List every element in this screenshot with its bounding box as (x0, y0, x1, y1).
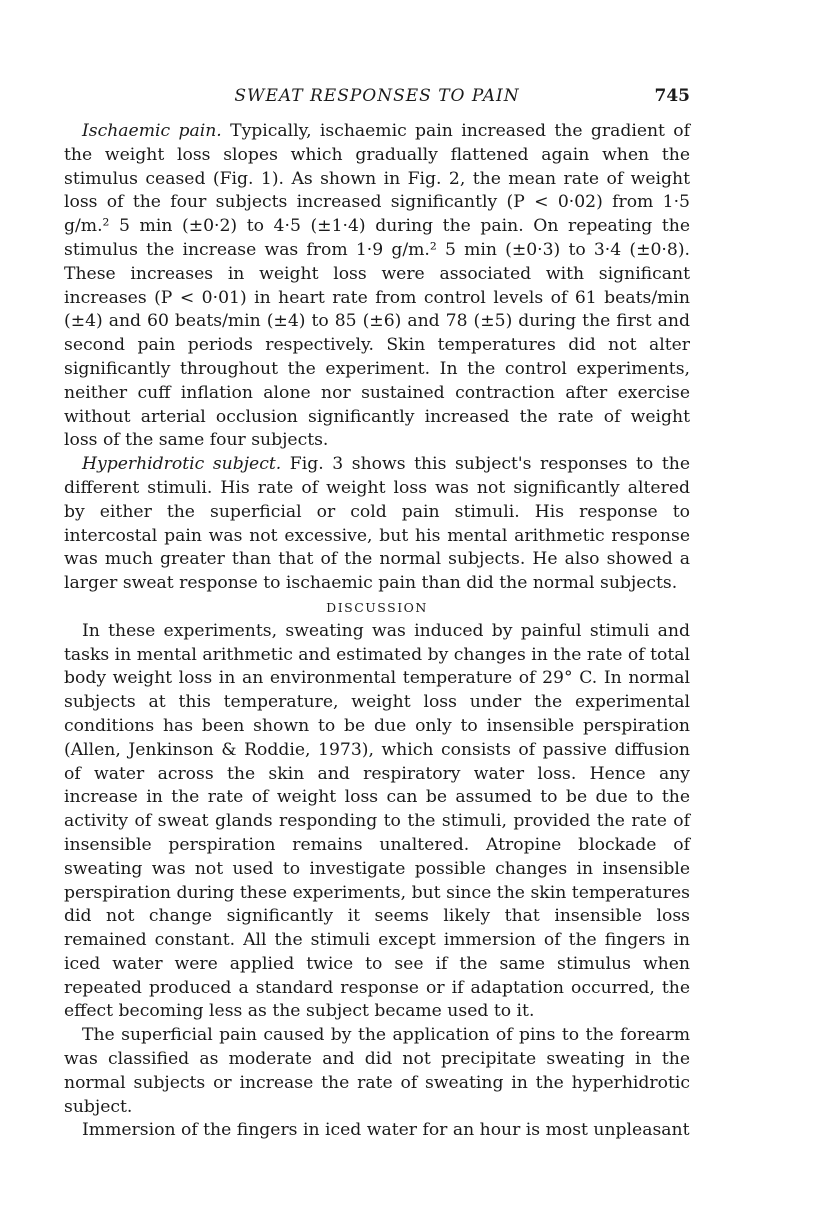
section-heading-discussion: DISCUSSION (326, 599, 428, 615)
page-number: 745 (654, 86, 690, 106)
run-in-heading-ischaemic: Ischaemic pain. (82, 121, 222, 141)
paragraph-hyperhidrotic (64, 453, 690, 596)
running-head (64, 86, 690, 114)
article-body (64, 120, 690, 1143)
paragraph-discussion-3: Immersion of the fingers in iced water for an hour is most unpleasant (82, 1120, 690, 1141)
paragraph-discussion-2: The superficial pain caused by the application of pins to the forearm was classified as moderate and did not precipitate sweating in the normal subjects or increase the rate of sweating in the hyperhidrotic subject. (64, 1025, 690, 1117)
run-in-heading-hyperhidrotic: Hyperhidrotic subject. (82, 454, 282, 475)
running-title: SWEAT RESPONSES TO PAIN (234, 86, 520, 106)
paragraph-ischaemic-pain (64, 120, 690, 453)
paragraph-text: Fig. 3 shows this subject's responses to the different stimuli. His rate of weight loss was not significantly altered by either the superficial or cold pain stimuli. His response to intercostal pain was not excessive, but his mental arithmetic response was much greater than that of the normal subjects. He also showed a larger sweat response to ischaemic pain than did the normal subjects. (64, 454, 690, 594)
paragraph-text: Typically, ischaemic pain increased the gradient of the weight loss slopes which gradually flattened again when the stimulus ceased (Fig. 1). As shown in Fig. 2, the mean rate of weight loss of the four subjects increased significantly (P < 0·02) from 1·5 g/m.² 5 min (±0·2) to 4·5 (±1·4) during the pain. On repeating the stimulus the increase was from 1·9 g/m.² 5 min (±0·3) to 3·4 (±0·8). These increases in weight loss were associated with significant increases (P < 0·01) in heart rate from control levels of 61 beats/min (±4) and 60 beats/min (±4) to 85 (±6) and 78 (±5) during the first and second pain periods respectively. Skin temperatures did not alter significantly throughout the experiment. In the control experiments, neither cuff inflation alone nor sustained contraction after exercise without arterial occlusion significantly increased the rate of weight loss of the same four subjects. (64, 121, 691, 451)
paragraph-discussion-1: In these experiments, sweating was induced by painful stimuli and tasks in mental arithmetic and estimated by changes in the rate of total body weight loss in an environmental temperature of 29° C. In normal subjects at this temperature, weight loss under the experimental conditions has been shown to be due only to insensible perspiration (Allen, Jenkinson & Roddie, 1973), which consists of passive diffusion of water across the skin and respiratory water loss. Hence any increase in the rate of weight loss can be assumed to be due to the activity of sweat glands responding to the stimuli, provided the rate of insensible perspiration remains unaltered. Atropine blockade of sweating was not used to investigate possible changes in insensible perspiration during these experiments, but since the skin temperatures did not change significantly it seems likely that insensible loss remained constant. All the stimuli except immersion of the fingers in iced water were applied twice to see if the same stimulus when repeated produced a standard response or if adaptation occurred, the effect becoming less as the subject became used to it. (64, 620, 690, 1022)
